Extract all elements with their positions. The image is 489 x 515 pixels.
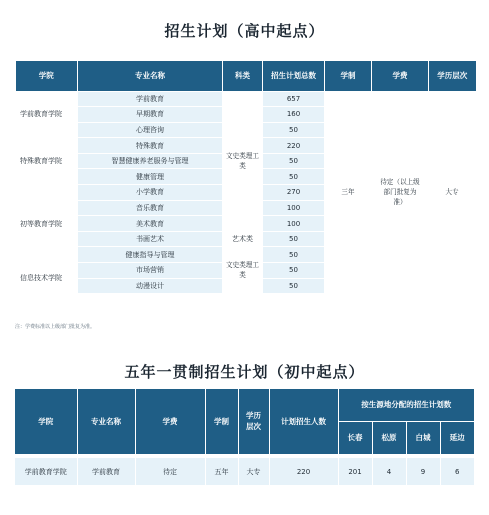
header-major: 专业名称 bbox=[77, 389, 135, 454]
major-cell: 健康管理 bbox=[78, 169, 223, 185]
region-count-cell: 9 bbox=[406, 458, 440, 485]
major-cell: 学前教育 bbox=[78, 91, 223, 107]
header-college: 学院 bbox=[16, 61, 78, 91]
count-cell: 220 bbox=[263, 138, 325, 154]
tuition-cell: 待定（以上级部门批复为准） bbox=[372, 91, 429, 294]
count-cell: 270 bbox=[263, 185, 325, 201]
major-cell: 早期教育 bbox=[78, 107, 223, 123]
header-tuition: 学费 bbox=[372, 61, 429, 91]
major-cell: 小学教育 bbox=[78, 185, 223, 201]
header-major: 专业名称 bbox=[78, 61, 223, 91]
table-row bbox=[16, 91, 476, 107]
header-tuition: 学费 bbox=[135, 389, 205, 454]
header-college: 学院 bbox=[15, 389, 77, 454]
subject-cell: 文史类理工类 bbox=[223, 91, 263, 231]
region-count-cell: 6 bbox=[440, 458, 474, 485]
header-duration: 学制 bbox=[325, 61, 372, 91]
header-subject: 科类 bbox=[223, 61, 263, 91]
major-cell: 美术教育 bbox=[78, 216, 223, 232]
college-cell: 学前教育学院 bbox=[15, 458, 77, 485]
region-count-cell: 4 bbox=[372, 458, 406, 485]
major-cell: 学前教育 bbox=[77, 458, 135, 485]
header-region-changchun: 长春 bbox=[338, 421, 372, 454]
plan-count-cell: 220 bbox=[269, 458, 338, 485]
college-cell: 初等教育学院 bbox=[16, 185, 78, 263]
tuition-note: 注：学费标准以上级部门批复为准。 bbox=[15, 324, 96, 330]
region-count-cell: 201 bbox=[338, 458, 372, 485]
major-cell: 特殊教育 bbox=[78, 138, 223, 154]
count-cell: 50 bbox=[263, 231, 325, 247]
level-cell: 大专 bbox=[429, 91, 476, 294]
header-total: 招生计划总数 bbox=[263, 61, 325, 91]
level-cell: 大专 bbox=[238, 458, 269, 485]
count-cell: 50 bbox=[263, 263, 325, 279]
header-duration: 学制 bbox=[205, 389, 238, 454]
major-cell: 书画艺术 bbox=[78, 231, 223, 247]
major-cell: 市场营销 bbox=[78, 263, 223, 279]
plan1-table bbox=[15, 61, 476, 294]
college-cell: 信息技术学院 bbox=[16, 263, 78, 294]
header-level: 学历层次 bbox=[429, 61, 476, 91]
plan1-title: 招生计划（高中起点） bbox=[164, 22, 325, 40]
header-region-allocation: 按生源地分配的招生计划数 bbox=[338, 389, 474, 421]
table-row bbox=[15, 458, 474, 485]
major-cell: 健康指导与管理 bbox=[78, 247, 223, 263]
college-cell: 特殊教育学院 bbox=[16, 138, 78, 185]
college-cell: 学前教育学院 bbox=[16, 91, 78, 138]
tuition-cell: 待定 bbox=[135, 458, 205, 485]
plan2-table bbox=[15, 389, 474, 485]
count-cell: 50 bbox=[263, 122, 325, 138]
count-cell: 50 bbox=[263, 278, 325, 294]
plan2-header-row bbox=[15, 389, 474, 421]
header-plan-count: 计划招生人数 bbox=[269, 389, 338, 454]
plan2-title: 五年一贯制招生计划（初中起点） bbox=[124, 363, 365, 381]
major-cell: 动漫设计 bbox=[78, 278, 223, 294]
header-level: 学历层次 bbox=[238, 389, 269, 454]
duration-cell: 五年 bbox=[205, 458, 238, 485]
header-region-yanbian: 延边 bbox=[440, 421, 474, 454]
count-cell: 50 bbox=[263, 247, 325, 263]
major-cell: 心理咨询 bbox=[78, 122, 223, 138]
count-cell: 160 bbox=[263, 107, 325, 123]
plan1-header-row bbox=[16, 61, 476, 91]
major-cell: 智慧健康养老服务与管理 bbox=[78, 153, 223, 169]
count-cell: 100 bbox=[263, 200, 325, 216]
count-cell: 50 bbox=[263, 169, 325, 185]
count-cell: 50 bbox=[263, 153, 325, 169]
duration-cell: 三年 bbox=[325, 91, 372, 294]
subject-cell: 艺术类 bbox=[223, 231, 263, 247]
major-cell: 音乐教育 bbox=[78, 200, 223, 216]
header-region-songyuan: 松原 bbox=[372, 421, 406, 454]
count-cell: 657 bbox=[263, 91, 325, 107]
count-cell: 100 bbox=[263, 216, 325, 232]
subject-cell: 文史类理工类 bbox=[223, 247, 263, 294]
header-region-baicheng: 白城 bbox=[406, 421, 440, 454]
